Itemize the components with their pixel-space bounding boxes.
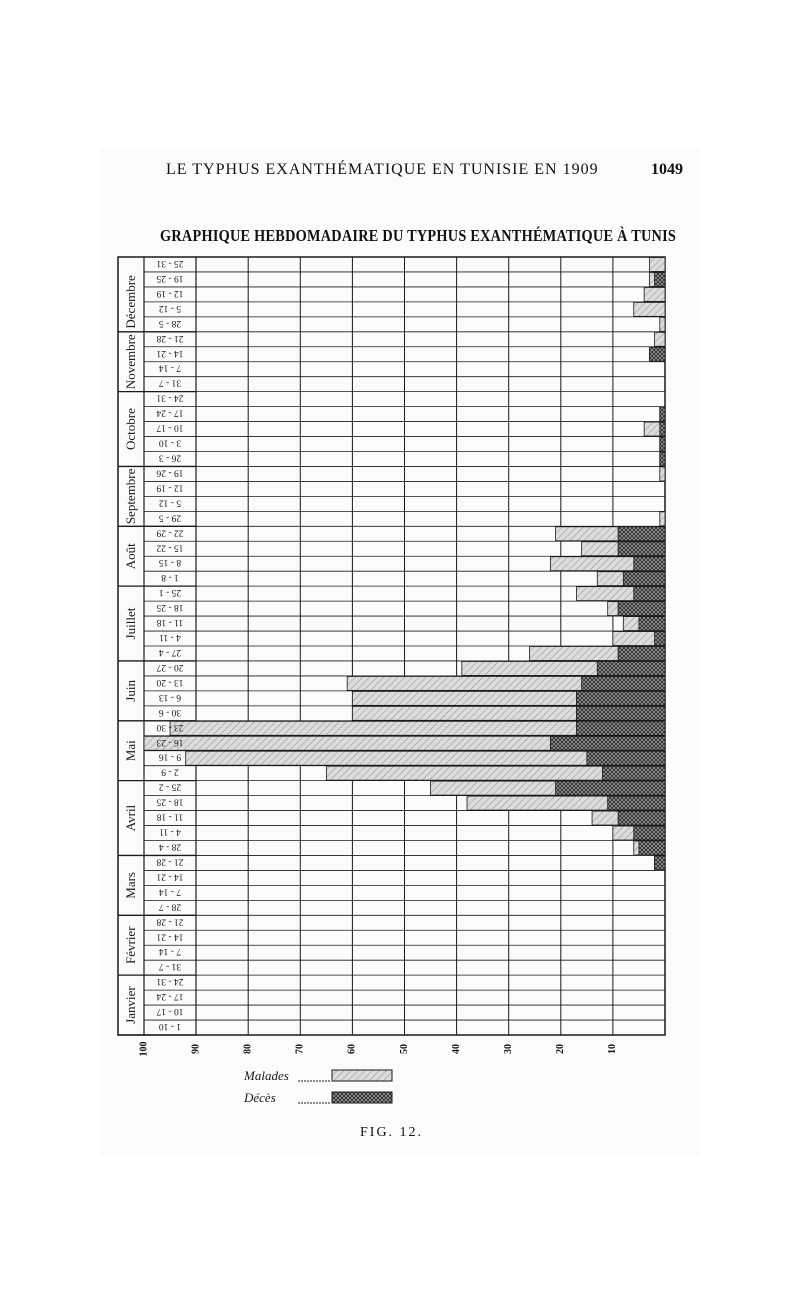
week-label: 16 - 23 bbox=[156, 736, 184, 747]
bar-deces bbox=[639, 841, 665, 855]
bar-malades bbox=[649, 258, 665, 272]
week-label: 15 - 22 bbox=[156, 542, 184, 553]
month-label: Mars bbox=[123, 872, 138, 899]
bar-deces bbox=[582, 676, 665, 690]
week-label: 21 - 28 bbox=[156, 856, 184, 867]
week-label: 26 - 3 bbox=[158, 452, 182, 463]
week-label: 13 - 20 bbox=[156, 676, 184, 687]
week-label: 19 - 25 bbox=[156, 272, 184, 283]
bar-deces bbox=[587, 751, 665, 765]
bar-deces bbox=[660, 437, 665, 451]
tick-label: 30 bbox=[502, 1044, 514, 1054]
bar-deces bbox=[634, 587, 665, 601]
week-label: 7 - 14 bbox=[158, 886, 182, 897]
week-label: 20 - 27 bbox=[156, 661, 184, 672]
bar-deces bbox=[618, 647, 665, 661]
week-label: 18 - 25 bbox=[156, 796, 184, 807]
legend-label: Malades bbox=[244, 1068, 289, 1083]
month-label: Janvier bbox=[123, 986, 138, 1024]
bar-deces bbox=[602, 766, 665, 780]
week-label: 22 - 29 bbox=[156, 527, 184, 538]
tick-label: 100 bbox=[138, 1041, 150, 1057]
bar-deces bbox=[597, 661, 665, 675]
week-label: 8 - 15 bbox=[158, 557, 182, 568]
week-label: 11 - 18 bbox=[156, 811, 184, 822]
week-label: 10 - 17 bbox=[156, 1006, 184, 1017]
week-label: 10 - 17 bbox=[156, 422, 184, 433]
bar-malades bbox=[655, 332, 665, 346]
figure-caption: FIG. 12. bbox=[360, 1125, 424, 1140]
bar-deces bbox=[655, 856, 665, 870]
week-label: 21 - 28 bbox=[156, 916, 184, 927]
week-label: 3 - 10 bbox=[158, 437, 182, 448]
week-label: 25 - 2 bbox=[158, 781, 182, 792]
week-label: 23 - 30 bbox=[156, 721, 184, 732]
bar-deces bbox=[634, 826, 665, 840]
bar-deces bbox=[655, 632, 665, 646]
week-label: 7 - 14 bbox=[158, 946, 182, 957]
week-label: 12 - 19 bbox=[156, 287, 184, 298]
tick-label: 80 bbox=[242, 1044, 254, 1054]
week-label: 5 - 12 bbox=[158, 302, 182, 313]
bar-deces bbox=[608, 796, 665, 810]
tick-label: 50 bbox=[398, 1044, 410, 1054]
legend-swatch bbox=[332, 1092, 392, 1103]
bar-deces bbox=[618, 602, 665, 616]
week-label: 18 - 25 bbox=[156, 602, 184, 613]
week-label: 28 - 5 bbox=[158, 317, 182, 328]
week-label: 27 - 4 bbox=[158, 646, 182, 657]
week-label: 25 - 1 bbox=[158, 587, 182, 598]
chart-title: GRAPHIQUE HEBDOMADAIRE DU TYPHUS EXANTHÉMATIQUE À TUNIS bbox=[160, 226, 677, 245]
bar-deces bbox=[576, 706, 665, 720]
page-number: 1049 bbox=[651, 161, 683, 178]
week-label: 5 - 12 bbox=[158, 497, 182, 508]
legend bbox=[243, 1068, 392, 1105]
week-label: 9 - 16 bbox=[158, 751, 182, 762]
week-label: 21 - 28 bbox=[156, 332, 184, 343]
week-label: 11 - 18 bbox=[156, 617, 184, 628]
bar-deces bbox=[618, 542, 665, 556]
month-label: Juin bbox=[123, 680, 138, 702]
week-label: 14 - 21 bbox=[156, 931, 184, 942]
month-label: Mai bbox=[123, 740, 138, 762]
bar-deces bbox=[623, 572, 665, 586]
bar-deces bbox=[550, 736, 665, 750]
week-label: 31 - 7 bbox=[158, 377, 182, 388]
week-label: 19 - 26 bbox=[156, 467, 184, 478]
bar-deces bbox=[639, 617, 665, 631]
tick-label: 70 bbox=[294, 1044, 306, 1054]
week-label: 25 - 31 bbox=[156, 257, 184, 268]
week-label: 6 - 13 bbox=[158, 691, 182, 702]
tick-label: 40 bbox=[450, 1044, 462, 1054]
month-label: Septembre bbox=[123, 468, 138, 525]
bar-deces bbox=[655, 272, 665, 286]
week-label: 17 - 24 bbox=[156, 991, 184, 1002]
month-label: Février bbox=[123, 926, 138, 965]
bar-deces bbox=[556, 781, 665, 795]
bar-malades bbox=[660, 467, 665, 481]
tick-label: 10 bbox=[607, 1044, 619, 1054]
week-label: 28 - 7 bbox=[158, 901, 182, 912]
week-label: 17 - 24 bbox=[156, 407, 184, 418]
week-label: 1 - 10 bbox=[158, 1021, 182, 1032]
running-head: LE TYPHUS EXANTHÉMATIQUE EN TUNISIE EN 1909 bbox=[166, 161, 599, 178]
bar-deces bbox=[660, 407, 665, 421]
bar-malades bbox=[634, 302, 665, 316]
tick-label: 60 bbox=[346, 1044, 358, 1054]
bar-deces bbox=[576, 721, 665, 735]
week-label: 12 - 19 bbox=[156, 482, 184, 493]
bar-deces bbox=[576, 691, 665, 705]
bar-deces bbox=[649, 347, 665, 361]
week-label: 4 - 11 bbox=[159, 632, 181, 643]
bar-deces bbox=[660, 452, 665, 466]
week-label: 1 - 8 bbox=[161, 572, 179, 583]
week-label: 14 - 21 bbox=[156, 871, 184, 882]
week-label: 14 - 21 bbox=[156, 347, 184, 358]
week-label: 24 - 31 bbox=[156, 976, 184, 987]
tick-label: 20 bbox=[555, 1044, 567, 1054]
week-label: 29 - 5 bbox=[158, 512, 182, 523]
week-label: 4 - 11 bbox=[159, 826, 181, 837]
week-label: 28 - 4 bbox=[158, 841, 182, 852]
legend-swatch bbox=[332, 1070, 392, 1081]
month-label: Juillet bbox=[123, 607, 138, 640]
month-label: Août bbox=[123, 543, 138, 570]
bar-malades bbox=[644, 287, 665, 301]
bar-deces bbox=[618, 811, 665, 825]
bar-deces bbox=[660, 422, 665, 436]
bar-deces bbox=[618, 527, 665, 541]
month-label: Avril bbox=[123, 804, 138, 832]
month-label: Octobre bbox=[123, 408, 138, 450]
bar-deces bbox=[634, 557, 665, 571]
week-label: 31 - 7 bbox=[158, 961, 182, 972]
tick-label: 90 bbox=[190, 1044, 202, 1054]
bar-malades bbox=[660, 512, 665, 526]
week-label: 7 - 14 bbox=[158, 362, 182, 373]
month-label: Novembre bbox=[123, 334, 138, 390]
week-label: 30 - 6 bbox=[158, 706, 182, 717]
grid bbox=[118, 257, 665, 1035]
legend-label: Décès bbox=[244, 1090, 276, 1105]
week-label: 2 - 9 bbox=[161, 766, 179, 777]
month-label: Décembre bbox=[123, 275, 138, 329]
week-label: 24 - 31 bbox=[156, 392, 184, 403]
bar-malades bbox=[660, 317, 665, 331]
